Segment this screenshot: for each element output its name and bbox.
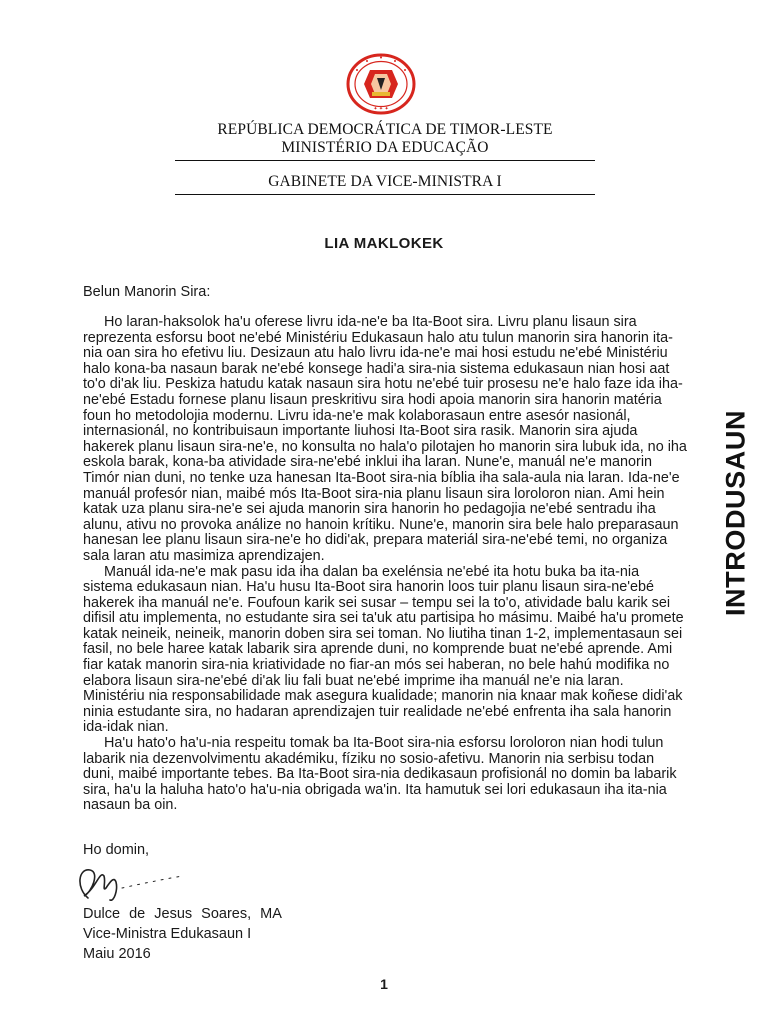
header-republic: REPÚBLICA DEMOCRÁTICA DE TIMOR-LESTE bbox=[217, 121, 553, 138]
header-ministry: MINISTÉRIO DA EDUCAÇÃO bbox=[281, 139, 489, 156]
handwritten-signature-icon bbox=[70, 858, 210, 908]
letter-body bbox=[83, 315, 689, 814]
signatory-role: Vice-Ministra Edukasaun I bbox=[83, 926, 252, 942]
paragraph: Ha'u hato'o ha'u-nia respeitu tomak ba Ita-Boot sira-nia esforsu loroloron nian hodi tulun labarik nia dezenvolvimentu akadémiku, fíziku no sosio-afetivu. Manorin nia serbisu todan duni, maibé importante tebes. Ba Ita-Boot sira-nia dedikasaun profisionál no domin ba labarik sira, ha'u la haluha hato'o ha'u-nia obrigada wa'in. Ita hamutuk sei lori edukasaun iha ita-nia nasaun ba oin. bbox=[83, 735, 677, 814]
page-number: 1 bbox=[380, 976, 388, 992]
header-divider bbox=[175, 160, 595, 161]
paragraph: Ho laran-haksolok ha'u oferese livru ida-ne'e ba Ita-Boot sira. Livru planu lisaun sira reprezenta esforsu boot ne'ebé Ministériu Edukasaun halo atu tulun manorin sira hanorin ita-nia oan sira ho efetivu liu. Desizaun atu halo livru ida-ne'e mai hosi estudu ne'ebé Ministériu halo kona-ba nasaun barak ne'ebé konsege hadi'a sira-nia sistema edukasaun nian hosi aat to'o di'ak liu. Peskiza hatudu katak nasaun sira hotu ne'ebé tuir prosesu ne'e halo faze ida iha-ne'ebé Estadu fornese planu lisaun preskritivu sira hodi apoia manorin sira hanorin matéria foun ho metodolojia modernu. Livru ida-ne'e mak kolaborasaun entre asesór nasionál, internasionál, no kontribuisaun importante liuhosi Ita-Boot sira rasik. Manorin sira ajuda hakerek planu lisaun sira-ne'e, no konsulta no hala'o pilotajen ho manorin sira lubuk ida, no iha eskola barak, kona-ba atividade sira-ne'ebé inklui iha laran. Nune'e, manuál ne'e manorin Timór nian duni, no tenke uza hanesan Ita-Boot sira-nia bíblia iha sala-aula nia laran. Ida-ne'e manuál profesór nian, maibé mós Ita-Boot sira-nia planu lisaun sira loroloron nian. Ami hein katak uza planu sira-ne'e sei ajuda manorin sira hanorin ho pedagojia ne'ebé sentradu iha alunu, ativu no provoka análize no hanoin krítiku. Nune'e, manorin sira bele halo preparasaun hanesan lee planu lisaun sira-ne'e ho didi'ak, prepara materiál sira-ne'ebé temi, no organiza sala laran atu masimiza aprendizajen. bbox=[83, 314, 687, 564]
svg-text:✦ ✦ ✦: ✦ ✦ ✦ bbox=[373, 106, 389, 112]
closing: Ho domin, bbox=[83, 842, 150, 858]
signatory-name: Dulce de Jesus Soares, MA bbox=[83, 906, 282, 922]
side-label-text: INTRODUSAUN bbox=[720, 409, 751, 617]
side-section-label bbox=[708, 402, 764, 624]
page-title: LIA MAKLOKEK bbox=[324, 235, 444, 252]
coat-of-arms-seal-icon bbox=[344, 52, 418, 116]
letter-date: Maiu 2016 bbox=[83, 946, 151, 962]
greeting: Belun Manorin Sira: bbox=[83, 284, 211, 300]
header-cabinet: GABINETE DA VICE-MINISTRA I bbox=[268, 173, 502, 190]
paragraph: Manuál ida-ne'e mak pasu ida iha dalan ba exelénsia ne'ebé ita hotu buka ba ita-nia sistema edukasaun nian. Ha'u husu Ita-Boot sira hanorin loos tuir planu lisaun sira-ne'ebé hakerek iha manuál ne'e. Foufoun karik sei susar – tempu sei la to'o, atividade balu karik sei difisil atu implementa, no estudante sira sei ta'uk atu partisipa ho másimu. Maibé ha'u promete katak neineik, neineik, manorin doben sira sei toman. No liutiha tinan 1-2, implementasaun sei fasil, no bele haree katak labarik sira aprende duni, no komprende buat ne'ebé aprende. Ami fiar katak manorin sira-nia kriatividade no fiar-an mós sei haberan, no bele hahú modifika no elabora lisaun sira-ne'ebé di'ak liu fali buat ne'ebé imprime iha manuál ne'e nia laran. Ministériu nia responsabilidade mak asegura kualidade; manorin nia knaar mak koñese didi'ak ninia estudante sira, no hadaran aprendizajen tuir realidade ne'ebé enfrenta iha sala hanorin ida-idak nian. bbox=[83, 563, 684, 736]
header-underline bbox=[175, 194, 595, 195]
